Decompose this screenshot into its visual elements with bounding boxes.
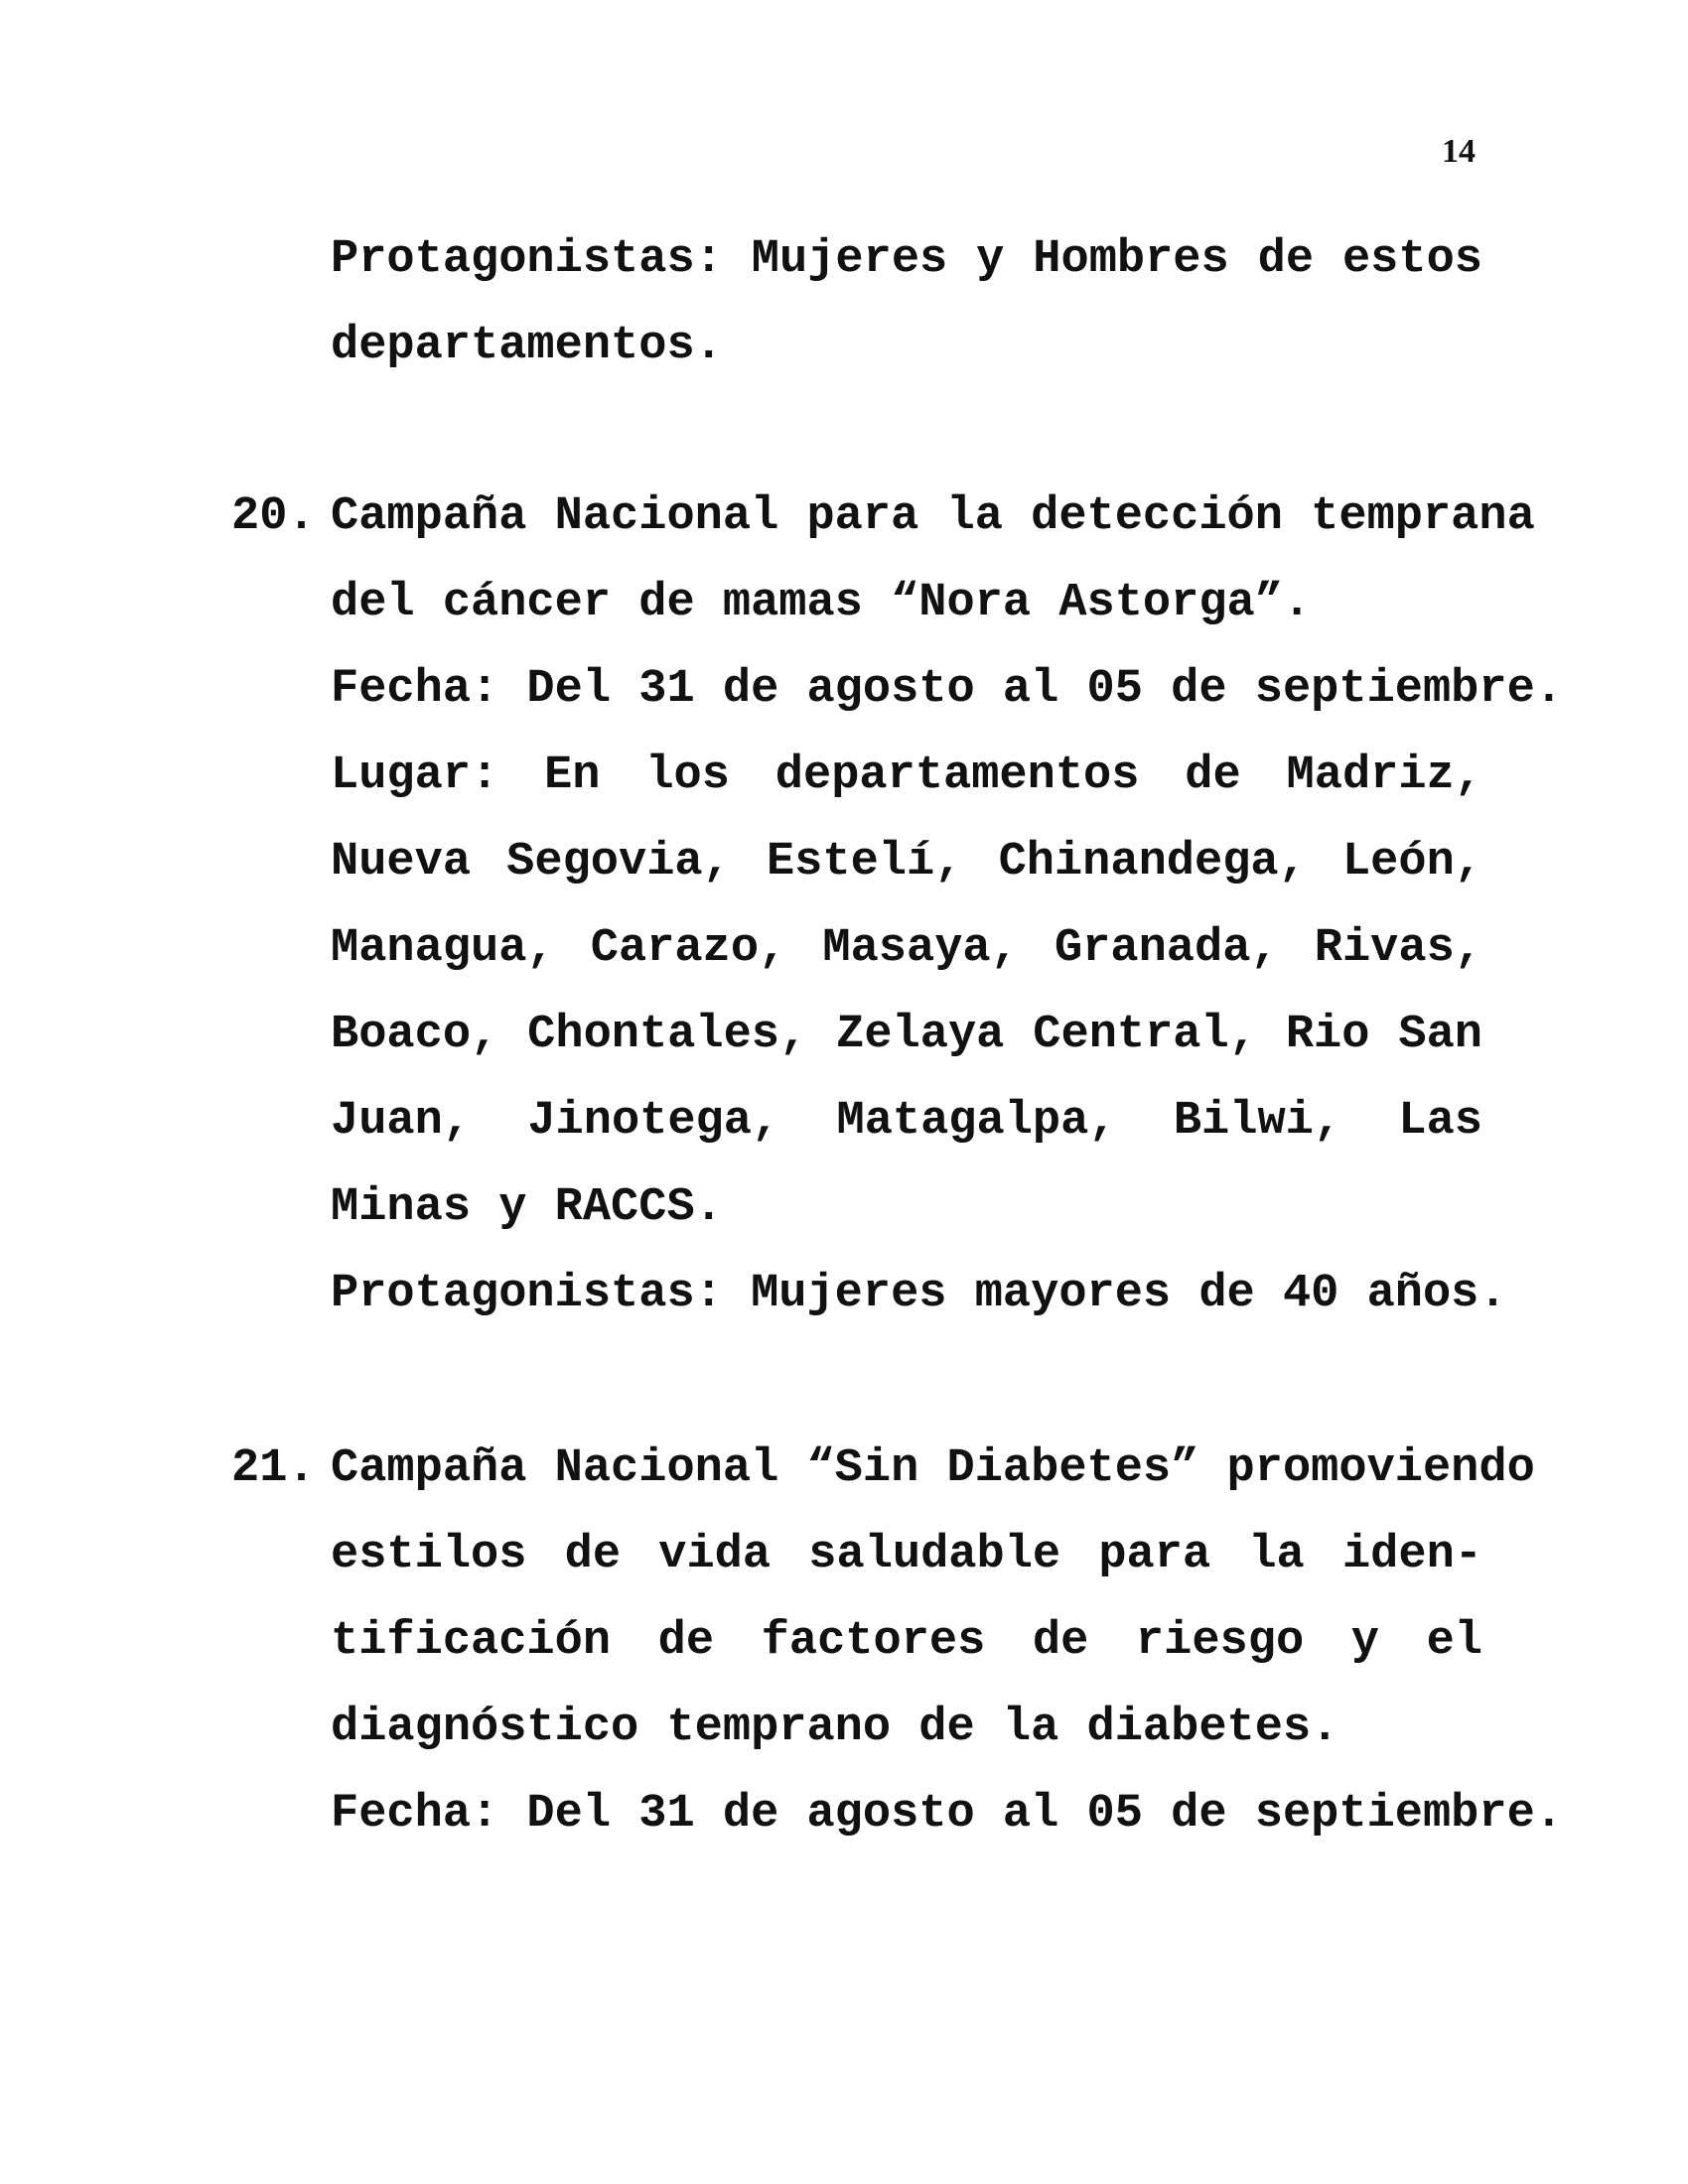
item-lugar-line: Juan, Jinotega, Matagalpa, Bilwi, Las (331, 1095, 1482, 1148)
continuation-paragraph (331, 216, 1482, 389)
list-item-body (331, 474, 1564, 1337)
item-fecha: Fecha: Del 31 de agosto al 05 de septiembre. (331, 663, 1564, 716)
item-title-line: Campaña Nacional para la detección temprana (331, 490, 1535, 543)
item-title-line: estilos de vida saludable para la iden- (331, 1529, 1482, 1581)
item-protagonistas: Protagonistas: Mujeres mayores de 40 años. (331, 1268, 1507, 1320)
page-number: 14 (1442, 133, 1476, 170)
item-fecha: Fecha: Del 31 de agosto al 05 de septiembre. (331, 1788, 1564, 1841)
list-item-21 (231, 1426, 1564, 1857)
item-title-line: diagnóstico temprano de la diabetes. (331, 1702, 1339, 1754)
continuation-line: departamentos. (331, 320, 723, 372)
item-lugar-line: Boaco, Chontales, Zelaya Central, Rio San (331, 1009, 1482, 1061)
item-title-line: Campaña Nacional “Sin Diabetes” promoviendo (331, 1442, 1535, 1495)
item-lugar-line: Nueva Segovia, Estelí, Chinandega, León, (331, 836, 1482, 888)
item-title-line: tificación de factores de riesgo y el (331, 1615, 1482, 1668)
list-item-20 (231, 474, 1564, 1337)
list-item-number: 21. (231, 1442, 316, 1495)
list-item-number: 20. (231, 490, 316, 543)
list-item-body (331, 1426, 1564, 1857)
item-lugar-line: Managua, Carazo, Masaya, Granada, Rivas, (331, 922, 1482, 975)
item-title-line: del cáncer de mamas “Nora Astorga”. (331, 577, 1312, 629)
item-lugar-line: Minas y RACCS. (331, 1181, 723, 1234)
continuation-line: Protagonistas: Mujeres y Hombres de estos (331, 233, 1482, 286)
item-lugar-line: Lugar: En los departamentos de Madriz, (331, 750, 1482, 802)
